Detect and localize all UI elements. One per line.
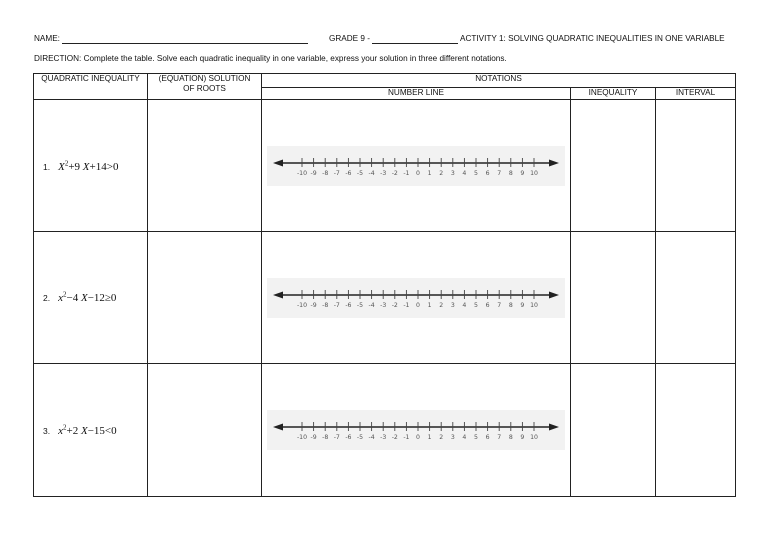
- tick-label: 2: [439, 301, 444, 309]
- tick-label: -1: [403, 169, 410, 177]
- tick-label: -8: [322, 301, 329, 309]
- tick-label: 3: [450, 169, 455, 177]
- tick-label: -2: [391, 301, 398, 309]
- tick-label: 10: [530, 169, 538, 177]
- inequality-answer-cell[interactable]: [571, 363, 656, 496]
- tick-label: 6: [485, 301, 490, 309]
- tick-label: 8: [508, 433, 513, 441]
- table-row: [34, 363, 736, 496]
- tick-label: -6: [345, 433, 352, 441]
- tick-label: 0: [416, 301, 420, 309]
- tick-label: -6: [345, 301, 352, 309]
- direction-text: DIRECTION: Complete the table. Solve each quadratic inequality in one variable, express your solution in three different notations.: [34, 54, 507, 63]
- tick-label: 7: [497, 433, 502, 441]
- tick-label: 10: [530, 301, 538, 309]
- header-interval: INTERVAL: [656, 88, 736, 100]
- inequality-answer-cell[interactable]: [571, 100, 656, 232]
- tick-label: -3: [380, 301, 387, 309]
- item-number: 2.: [43, 293, 51, 304]
- tick-label: -2: [391, 433, 398, 441]
- tick-label: -2: [391, 169, 398, 177]
- tick-label: -10: [296, 433, 308, 441]
- table-row: [34, 232, 736, 363]
- tick-label: 8: [508, 169, 513, 177]
- tick-label: 1: [427, 169, 432, 177]
- right-arrow-icon: [549, 423, 559, 430]
- tick-label: -4: [368, 301, 375, 309]
- tick-label: 2: [439, 169, 444, 177]
- right-arrow-icon: [549, 291, 559, 298]
- number-line[interactable]: [267, 146, 565, 186]
- tick-label: 4: [462, 301, 467, 309]
- item-number: 1.: [43, 161, 51, 172]
- number-line-graphic: [267, 410, 565, 450]
- inequality-answer-cell[interactable]: [571, 232, 656, 363]
- header-solution-of-roots: [148, 74, 262, 100]
- interval-answer-cell[interactable]: [656, 100, 736, 232]
- tick-label: 5: [474, 169, 478, 177]
- inequality-cell: [34, 363, 148, 496]
- tick-label: 9: [520, 301, 525, 309]
- tick-label: 5: [474, 433, 478, 441]
- tick-label: -10: [296, 301, 308, 309]
- number-line-cell[interactable]: [262, 363, 571, 496]
- tick-label: 9: [520, 169, 525, 177]
- header-number-line: NUMBER LINE: [262, 88, 571, 100]
- header-inequality: INEQUALITY: [571, 88, 656, 100]
- number-line-cell[interactable]: [262, 232, 571, 363]
- tick-label: -5: [356, 301, 364, 309]
- grade-label: GRADE 9 -: [329, 34, 370, 43]
- inequality-expression: $X^2+9$ X+14>0: [58, 158, 119, 173]
- tick-label: -3: [380, 433, 387, 441]
- number-line-cell[interactable]: [262, 100, 571, 232]
- tick-label: -9: [310, 433, 317, 441]
- number-line[interactable]: [267, 410, 565, 450]
- tick-label: -1: [403, 301, 410, 309]
- header-quadratic-inequality: QUADRATIC INEQUALITY: [34, 74, 148, 100]
- tick-label: -8: [322, 433, 329, 441]
- number-line-graphic: [267, 278, 565, 318]
- worksheet-header: [34, 34, 734, 46]
- tick-label: 1: [427, 301, 432, 309]
- tick-label: -5: [356, 169, 364, 177]
- inequality-cell: [34, 100, 148, 232]
- tick-label: 0: [416, 433, 420, 441]
- inequality-expression: $x^2-4$ X−12≥0: [58, 290, 117, 305]
- tick-label: 4: [462, 433, 467, 441]
- left-arrow-icon: [273, 423, 283, 430]
- inequality-expression: $x^2+2$ X−15<0: [58, 423, 117, 437]
- tick-label: -9: [310, 301, 317, 309]
- tick-label: 3: [450, 301, 455, 309]
- tick-label: -6: [345, 169, 352, 177]
- tick-label: -1: [403, 433, 410, 441]
- activity-table: [33, 73, 736, 497]
- table-row: [34, 100, 736, 232]
- tick-label: -4: [368, 433, 375, 441]
- tick-label: -10: [296, 169, 308, 177]
- tick-label: 10: [530, 433, 538, 441]
- tick-label: 2: [439, 433, 444, 441]
- inequality-cell: [34, 232, 148, 363]
- interval-answer-cell[interactable]: [656, 363, 736, 496]
- tick-label: -7: [333, 169, 340, 177]
- tick-label: 1: [427, 433, 432, 441]
- item-number: 3.: [43, 425, 51, 436]
- tick-label: 6: [485, 433, 490, 441]
- name-label: NAME:: [34, 34, 60, 43]
- number-line[interactable]: [267, 278, 565, 318]
- tick-label: 3: [450, 433, 455, 441]
- tick-label: 0: [416, 169, 420, 177]
- tick-label: -4: [368, 169, 375, 177]
- tick-label: -7: [333, 433, 340, 441]
- tick-label: 7: [497, 169, 502, 177]
- tick-label: 8: [508, 301, 513, 309]
- header-notations: NOTATIONS: [262, 74, 736, 88]
- header-solution-line2: OF ROOTS: [183, 84, 226, 93]
- header-solution-line1: (EQUATION) SOLUTION: [158, 74, 251, 83]
- tick-label: 6: [485, 169, 490, 177]
- tick-label: -7: [333, 301, 340, 309]
- tick-label: 7: [497, 301, 502, 309]
- tick-label: 5: [474, 301, 478, 309]
- tick-label: -9: [310, 169, 317, 177]
- number-line-graphic: [267, 146, 565, 186]
- tick-label: 9: [520, 433, 525, 441]
- solution-cell[interactable]: [148, 232, 262, 363]
- activity-title: ACTIVITY 1: SOLVING QUADRATIC INEQUALITIES IN ONE VARIABLE: [460, 34, 725, 43]
- solution-cell[interactable]: [148, 100, 262, 232]
- tick-label: -8: [322, 169, 329, 177]
- interval-answer-cell[interactable]: [656, 232, 736, 363]
- left-arrow-icon: [273, 291, 283, 298]
- right-arrow-icon: [549, 159, 559, 166]
- left-arrow-icon: [273, 159, 283, 166]
- solution-cell[interactable]: [148, 363, 262, 496]
- tick-label: 4: [462, 169, 467, 177]
- tick-label: -3: [380, 169, 387, 177]
- tick-label: -5: [356, 433, 364, 441]
